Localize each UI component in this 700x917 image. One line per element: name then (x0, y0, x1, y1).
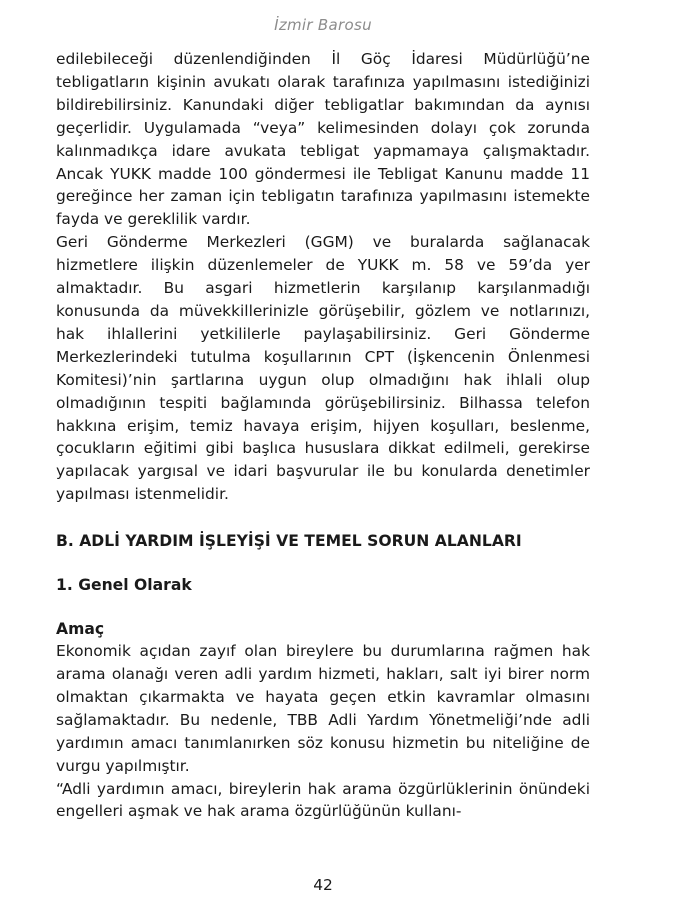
paragraph: Ekonomik açıdan zayıf olan bireylere bu durumlarına rağmen hak arama olanağı veren adli yardım hizmeti, hakları, salt iyi birer norm olmaktan çıkarmakta ve hayata geçen etkin kavramlar olmasını sağlamaktadır. Bu nedenle, TBB Adli Yardım Yönetmeliği’nde adli yardımın amacı tanımlanırken söz konusu hizmetin bu niteliğine de vurgu yapılmıştır. (56, 642, 590, 775)
page-number: 42 (313, 876, 333, 894)
paragraph: edilebileceği düzenlendiğinden İl Göç İdaresi Müdürlüğü’ne tebligatların kişinin avukatı olarak tarafınıza yapılmasını istediğinizi bildirebilirsiniz. Kanundaki diğer tebligatlar bakımından da aynısı geçerlidir. Uygulamada “veya” kelimesinden dolayı çok zorunda kalınmadıkça idare avukata tebligat yapmamaya çalışmaktadır. Ancak YUKK madde 100 göndermesi ile Tebligat Kanunu madde 11 gereğince her zaman için tebligatın tarafınıza yapılmasını istemekte fayda ve gereklilik vardır. (56, 50, 590, 229)
body-text (56, 48, 590, 823)
document-page (56, 0, 590, 917)
paragraph: Geri Gönderme Merkezleri (GGM) ve buralarda sağlanacak hizmetlere ilişkin düzenlemeler de YUKK m. 58 ve 59’da yer almaktadır. Bu asgari hizmetlerin karşılanıp karşılanmadığı konusunda da müvekkillerinizle görüşebilir, gözlem ve notlarınızı, hak ihlallerini yetkililerle paylaşabilirsiniz. Geri Gönderme Merkezlerindeki tutulma koşullarının CPT (İşkencenin Önlenmesi Komitesi)’nin şartlarına uygun olup olmadığını hak ihlali olup olmadığının tespiti bağlamında görüşebilirsiniz. Bilhassa telefon hakkına erişim, temiz havaya erişim, hijyen koşulları, beslenme, çocukların eğitimi gibi başlıca hususlara dikkat edilmeli, gerekirse yapılacak yargısal ve idari başvurular ile bu konularda denetimler yapılması istenmelidir. (56, 233, 590, 504)
section-heading: B. ADLİ YARDIM İŞLEYİŞİ VE TEMEL SORUN ALANLARI (56, 532, 522, 551)
running-header: İzmir Barosu (274, 16, 372, 34)
paragraph: “Adli yardımın amacı, bireylerin hak arama özgürlüklerinin önündeki engelleri aşmak ve hak arama özgürlüğünün kullanı- (56, 779, 590, 821)
subsection-heading: 1. Genel Olarak (56, 576, 192, 595)
subsubsection-heading: Amaç (56, 620, 105, 639)
